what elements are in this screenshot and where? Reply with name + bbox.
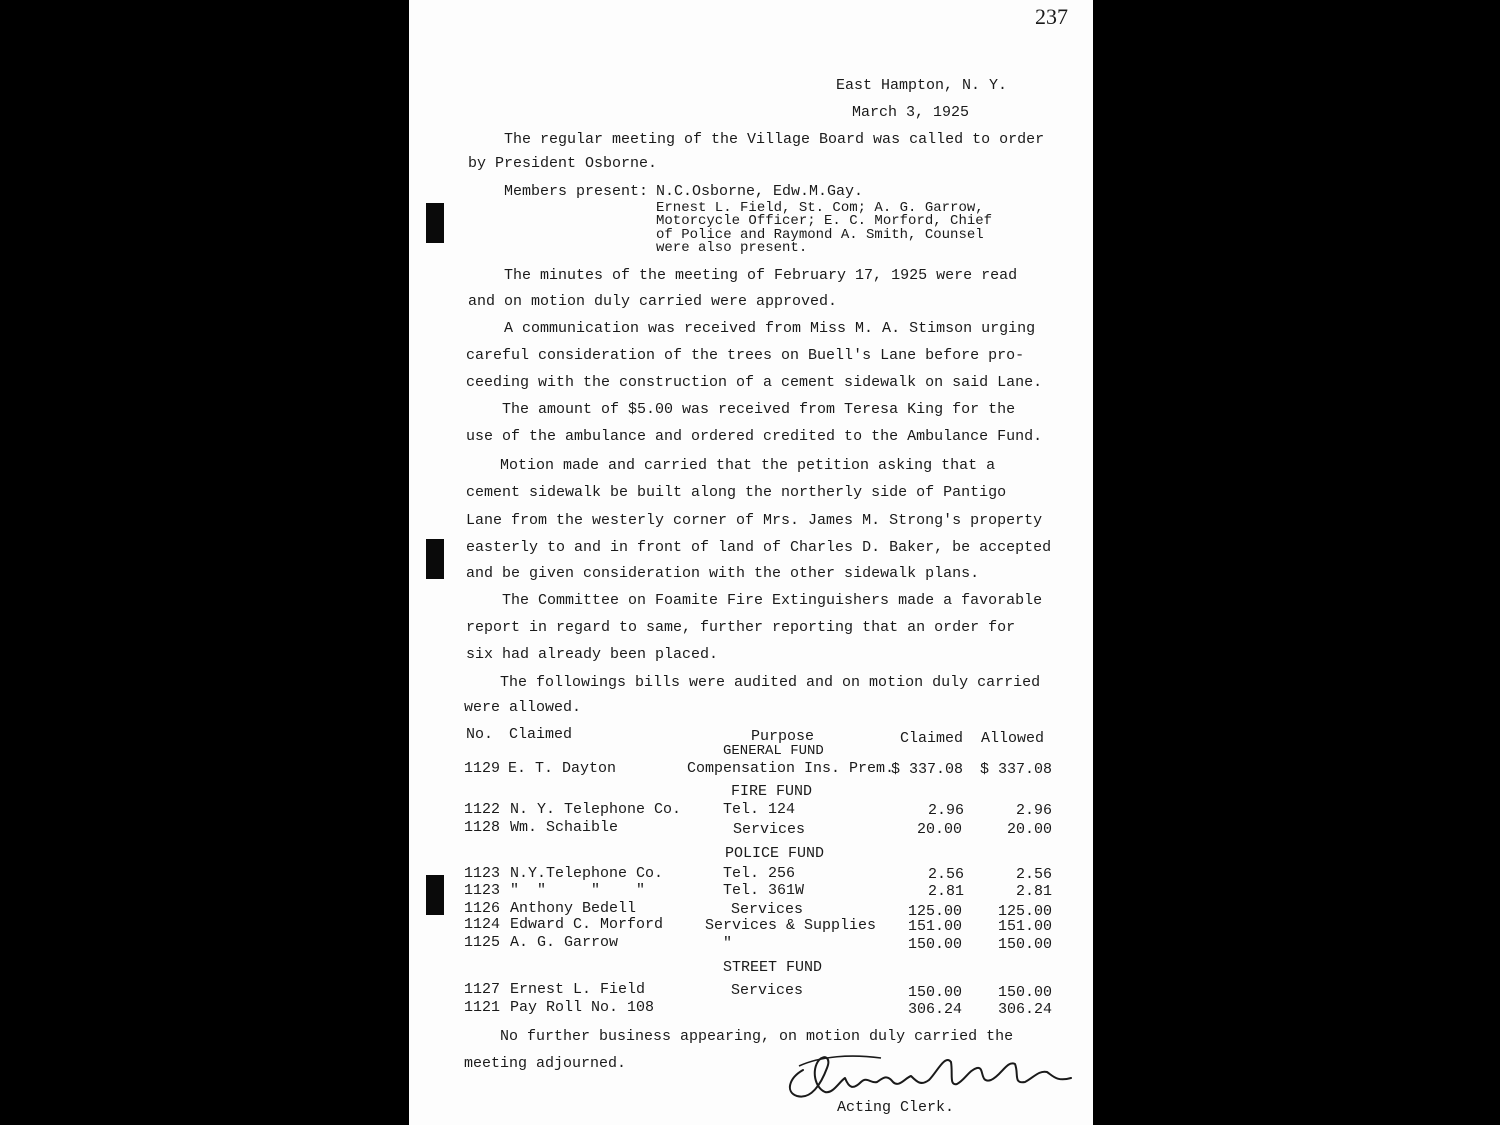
table-row-name: N.Y.Telephone Co. (510, 865, 664, 882)
table-row-no: 1129 (464, 760, 501, 777)
table-row-purpose: Services (731, 982, 804, 999)
paragraph-line: six had already been placed. (466, 646, 719, 663)
table-row-name: Wm. Schaible (510, 819, 619, 836)
members-line: Ernest L. Field, St. Com; A. G. Garrow, (656, 200, 984, 216)
table-row-allowed: 150.00 (998, 984, 1053, 1001)
paragraph-line: report in regard to same, further reporting that an order for (466, 619, 1016, 636)
table-row-name: Pay Roll No. 108 (510, 999, 655, 1016)
members-line: Motorcycle Officer; E. C. Morford, Chief (656, 213, 993, 229)
paragraph-line: The amount of $5.00 was received from Teresa King for the (502, 401, 1016, 418)
paragraph-line: easterly to and in front of land of Charles D. Baker, be accepted (466, 539, 1052, 556)
members-line: of Police and Raymond A. Smith, Counsel (656, 227, 984, 243)
table-header-purpose: Purpose (751, 728, 815, 745)
table-row-purpose: Services (733, 821, 806, 838)
table-row-no: 1123 (464, 865, 501, 882)
members-line: N.C.Osborne, Edw.M.Gay. (656, 183, 864, 200)
table-row-allowed: 2.56 (1016, 866, 1053, 883)
table-header-claimed: Claimed (900, 730, 964, 747)
table-row-no: 1125 (464, 934, 501, 951)
table-row-allowed: 150.00 (998, 936, 1053, 953)
table-row-purpose: Services (731, 901, 804, 918)
opening-line-1: The regular meeting of the Village Board was called to order (504, 131, 1045, 148)
table-row-no: 1123 (464, 882, 501, 899)
paragraph-line: ceeding with the construction of a cement sidewalk on said Lane. (466, 374, 1043, 391)
table-row-purpose: Tel. 124 (723, 801, 796, 818)
index-tab-marker (426, 203, 444, 243)
table-row-claimed: 20.00 (917, 821, 963, 838)
table-row-purpose: Tel. 256 (723, 865, 796, 882)
table-row-allowed: 306.24 (998, 1001, 1053, 1018)
table-row-claimed: 2.96 (928, 802, 965, 819)
fund-heading: FIRE FUND (731, 783, 813, 800)
paragraph-line: Motion made and carried that the petition asking that a (500, 457, 996, 474)
signature-title: Acting Clerk. (837, 1099, 955, 1116)
table-row-purpose: " (723, 935, 733, 952)
fund-heading: GENERAL FUND (723, 743, 824, 759)
table-row-claimed: 125.00 (908, 903, 963, 920)
table-header-claimant: Claimed (509, 726, 573, 743)
paragraph-line: and on motion duly carried were approved. (468, 293, 838, 310)
paragraph-line: A communication was received from Miss M. A. Stimson urging (504, 320, 1036, 337)
table-row-claimed: 2.81 (928, 883, 965, 900)
table-row-allowed: 125.00 (998, 903, 1053, 920)
place-heading: East Hampton, N. Y. (836, 77, 1008, 94)
paragraph-line: Lane from the westerly corner of Mrs. James M. Strong's property (466, 512, 1043, 529)
document-page (409, 0, 1093, 1125)
table-row-claimed: 150.00 (908, 936, 963, 953)
paragraph-line: The minutes of the meeting of February 17, 1925 were read (504, 267, 1018, 284)
table-row-purpose: Services & Supplies (705, 917, 877, 934)
fund-heading: POLICE FUND (725, 845, 825, 862)
table-row-allowed: 2.96 (1016, 802, 1053, 819)
table-row-no: 1121 (464, 999, 501, 1016)
table-row-allowed: 20.00 (1007, 821, 1053, 838)
table-row-name: Edward C. Morford (510, 916, 664, 933)
index-tab-marker (426, 539, 444, 579)
page-number: 237 (1035, 4, 1068, 29)
table-header-allowed: Allowed (981, 730, 1045, 747)
table-row-no: 1122 (464, 801, 501, 818)
table-row-name: A. G. Garrow (510, 934, 619, 951)
table-row-allowed: 2.81 (1016, 883, 1053, 900)
index-tab-marker (426, 875, 444, 915)
closing-line: No further business appearing, on motion duly carried the (500, 1028, 1014, 1045)
table-row-name: N. Y. Telephone Co. (510, 801, 682, 818)
table-row-purpose: Tel. 361W (723, 882, 805, 899)
paragraph-line: use of the ambulance and ordered credited to the Ambulance Fund. (466, 428, 1043, 445)
paragraph-line: The Committee on Foamite Fire Extinguishers made a favorable (502, 592, 1043, 609)
paragraph-line: The followings bills were audited and on motion duly carried (500, 674, 1041, 691)
table-row-no: 1128 (464, 819, 501, 836)
table-row-claimed: 151.00 (908, 918, 963, 935)
paragraph-line: careful consideration of the trees on Buell's Lane before pro- (466, 347, 1025, 364)
table-row-name: " " " " (510, 882, 646, 899)
table-row-name: Ernest L. Field (510, 981, 646, 998)
date-heading: March 3, 1925 (852, 104, 970, 121)
fund-heading: STREET FUND (723, 959, 823, 976)
table-row-claimed: $ 337.08 (891, 761, 964, 778)
table-row-no: 1126 (464, 900, 501, 917)
table-row-claimed: 150.00 (908, 984, 963, 1001)
closing-line: meeting adjourned. (464, 1055, 627, 1072)
paragraph-line: and be given consideration with the other sidewalk plans. (466, 565, 980, 582)
table-row-allowed: 151.00 (998, 918, 1053, 935)
table-row-no: 1124 (464, 916, 501, 933)
members-line: were also present. (656, 240, 808, 256)
paragraph-line: were allowed. (464, 699, 582, 716)
opening-line-2: by President Osborne. (468, 155, 658, 172)
table-row-no: 1127 (464, 981, 501, 998)
table-header-no: No. (466, 726, 494, 743)
table-row-purpose: Compensation Ins. Prem. (687, 760, 895, 777)
table-row-allowed: $ 337.08 (980, 761, 1053, 778)
table-row-name: Anthony Bedell (510, 900, 637, 917)
members-label: Members present: (504, 183, 649, 200)
paragraph-line: cement sidewalk be built along the northerly side of Pantigo (466, 484, 1007, 501)
table-row-claimed: 306.24 (908, 1001, 963, 1018)
table-row-claimed: 2.56 (928, 866, 965, 883)
table-row-name: E. T. Dayton (508, 760, 617, 777)
